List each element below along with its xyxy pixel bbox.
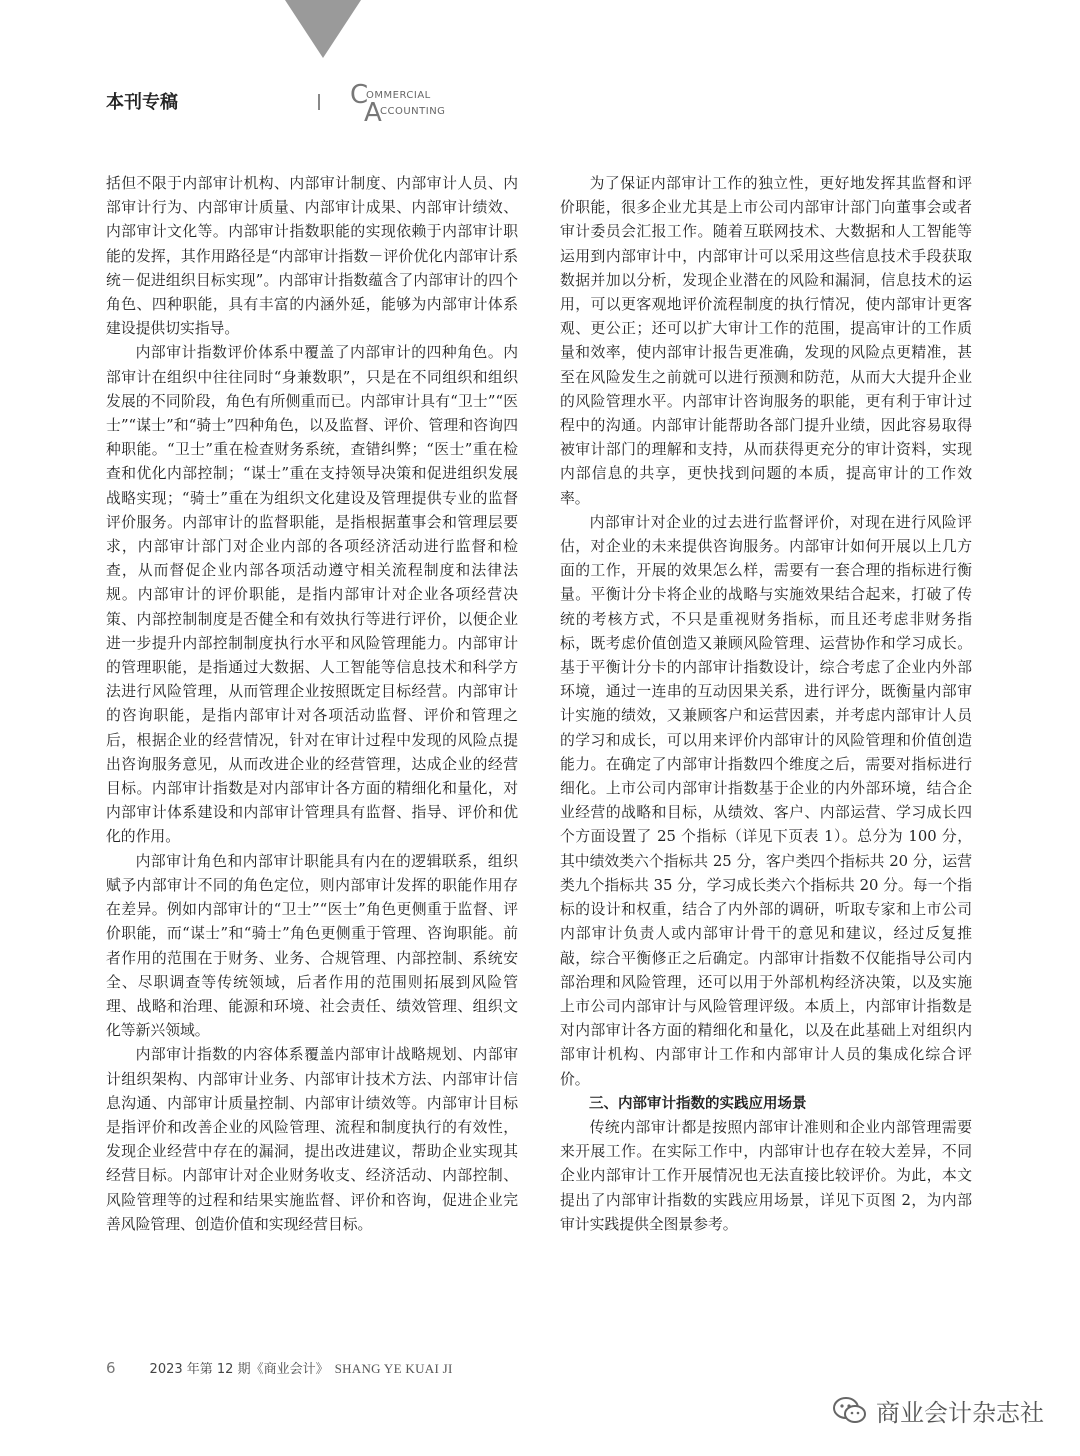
page-footer: [106, 1358, 453, 1377]
paragraph: 内部审计角色和内部审计职能具有内在的逻辑联系，组织赋予内部审计不同的角色定位，则内部审计发挥的职能作用存在差异。例如内部审计的“卫士”“医士”角色更侧重于监督、评价职能，而“谋士”和“骑士”角色更侧重于管理、咨询职能。前者作用的范围在于财务、业务、合规管理、内部控制、系统安全、尽职调查等传统领域，后者作用的范围则拓展到风险管理、战略和治理、能源和环境、社会责任、绩效管理、组织文化等新兴领域。: [106, 852, 518, 1040]
page-number: 6: [106, 1359, 116, 1377]
wechat-icon: [832, 1396, 868, 1426]
left-column: [106, 172, 518, 1237]
paragraph: 括但不限于内部审计机构、内部审计制度、内部审计人员、内部审计行为、内部审计质量、内部审计成果、内部审计绩效、内部审计文化等。内部审计指数职能的实现依赖于内部审计职能的发挥，其作用路径是“内部审计指数－评价优化内部审计系统－促进组织目标实现”。内部审计指数蕴含了内部审计的四个角色、四种职能，具有丰富的内涵外延，能够为内部审计体系建设提供切实指导。: [106, 175, 518, 338]
header-triangle-decoration: [285, 0, 361, 58]
logo-letter-a: A: [364, 98, 382, 128]
paragraph: 内部审计对企业的过去进行监督评价，对现在进行风险评估，对企业的未来提供咨询服务。内部审计如何开展以上几方面的工作，开展的效果怎么样，需要有一套合理的指标进行衡量。平衡计分卡将企业的战略与实施效果结合起来，打破了传统的考核方式，不只是重视财务指标，而且还考虑非财务指标，既考虑价值创造又兼顾风险管理、运营协作和学习成长。基于平衡计分卡的内部审计指数设计，综合考虑了企业内外部环境，通过一连串的互动因果关系，进行评分，既衡量内部审计实施的绩效，又兼顾客户和运营因素，并考虑内部审计人员的学习和成长，可以用来评价内部审计的风险管理和价值创造能力。在确定了内部审计指数四个维度之后，需要对指标进行细化。上市公司内部审计指数基于企业的内外部环境，结合企业经营的战略和目标，从绩效、客户、内部运营、学习成长四个方面设置了 25 个指标（详见下页表 1）。总分为 100 分，其中绩效类六个指标共 25 分，客户类四个指标共 20 分，运营类九个指标共 35 分，学习成长类六个指标共 20 分。每一个指标的设计和权重，结合了内外部的调研，听取专家和上市公司内部审计负责人或内部审计骨干的意见和建议，经过反复推敲，综合平衡修正之后确定。内部审计指数不仅能指导公司内部治理和风险管理，还可以用于外部机构经济决策，以及实施上市公司内部审计与风险管理评级。本质上，内部审计指数是对内部审计各方面的精细化和量化，以及在此基础上对组织内部审计机构、内部审计工作和内部审计人员的集成化综合评价。: [560, 513, 972, 1088]
logo-line-1: OMMERCIAL: [366, 90, 431, 101]
issue-info: 2023 年第 12 期《商业会计》: [149, 1362, 329, 1377]
wechat-watermark: [832, 1393, 1044, 1428]
journal-pinyin: SHANG YE KUAI JI: [334, 1361, 453, 1376]
paragraph: 内部审计指数评价体系中覆盖了内部审计的四种角色。内部审计在组织中往往同时“身兼数职”，只是在不同组织和组织发展的不同阶段，角色有所侧重而已。内部审计具有“卫士”“医士”“谋士”和“骑士”四种角色，以及监督、评价、管理和咨询四种职能。“卫士”重在检查财务系统，查错纠弊；“医士”重在检查和优化内部控制；“谋士”重在支持领导决策和促进组织发展战略实现；“骑士”重在为组织文化建设及管理提供专业的监督评价服务。内部审计的监督职能，是指根据董事会和管理层要求，内部审计部门对企业内部的各项经济活动进行监督和检查，从而督促企业内部各项活动遵守相关流程制度和法律法规。内部审计的评价职能，是指内部审计对企业各项经营决策、内部控制制度是否健全和有效执行等进行评价，以便企业进一步提升内部控制制度执行水平和风险管理能力。内部审计的管理职能，是指通过大数据、人工智能等信息技术和科学方法进行风险管理，从而管理企业按照既定目标经营。内部审计的咨询职能，是指内部审计对各项活动监督、评价和管理之后，根据企业的经营情况，针对在审计过程中发现的风险点提出咨询服务意见，从而改进企业的经营管理，达成企业的经营目标。内部审计指数是对内部审计各方面的精细化和量化，对内部审计体系建设和内部审计管理具有监督、指导、评价和优化的作用。: [106, 344, 518, 846]
journal-logo: [350, 82, 460, 126]
paragraph: 传统内部审计都是按照内部审计准则和企业内部管理需要来开展工作。在实际工作中，内部审计也存在较大差异，不同企业内部审计工作开展情况也无法直接比较评价。为此，本文提出了内部审计指数的实践应用场景，详见下页图 2，为内部审计实践提供全图景参考。: [560, 1118, 972, 1233]
watermark-text: 商业会计杂志社: [876, 1399, 1044, 1427]
paragraph: 为了保证内部审计工作的独立性，更好地发挥其监督和评价职能，很多企业尤其是上市公司内部审计部门向董事会或者审计委员会汇报工作。随着互联网技术、大数据和人工智能等运用到内部审计中，内部审计可以采用这些信息技术手段获取数据并加以分析，发现企业潜在的风险和漏洞，信息技术的运用，可以更客观地评价流程制度的执行情况，使内部审计更客观、更公正；还可以扩大审计工作的范围，提高审计的工作质量和效率，使内部审计报告更准确，发现的风险点更精准，甚至在风险发生之前就可以进行预测和防范，从而大大提升企业的风险管理水平。内部审计咨询服务的职能，更有利于审计过程中的沟通。内部审计能帮助各部门提升业绩，因此容易取得被审计部门的理解和支持，从而获得更充分的审计资料，实现内部信息的共享，更快找到问题的本质，提高审计的工作效率。: [560, 175, 972, 507]
section-label: 本刊专稿: [106, 92, 178, 113]
logo-letter-c: C: [350, 80, 369, 110]
header-divider: [318, 94, 320, 110]
paragraph: 内部审计指数的内容体系覆盖内部审计战略规划、内部审计组织架构、内部审计业务、内部审计技术方法、内部审计信息沟通、内部审计质量控制、内部审计绩效等。内部审计目标是指评价和改善企业的风险管理、流程和制度执行的有效性，发现企业经营中存在的漏洞，提出改进建议，帮助企业实现其经营目标。内部审计对企业财务收支、经济活动、内部控制、风险管理等的过程和结果实施监督、评价和咨询，促进企业完善风险管理、创造价值和实现经营目标。: [106, 1046, 518, 1233]
logo-line-2: CCOUNTING: [380, 106, 446, 117]
right-column: [560, 172, 972, 1237]
section-heading: 三、内部审计指数的实践应用场景: [589, 1095, 807, 1112]
